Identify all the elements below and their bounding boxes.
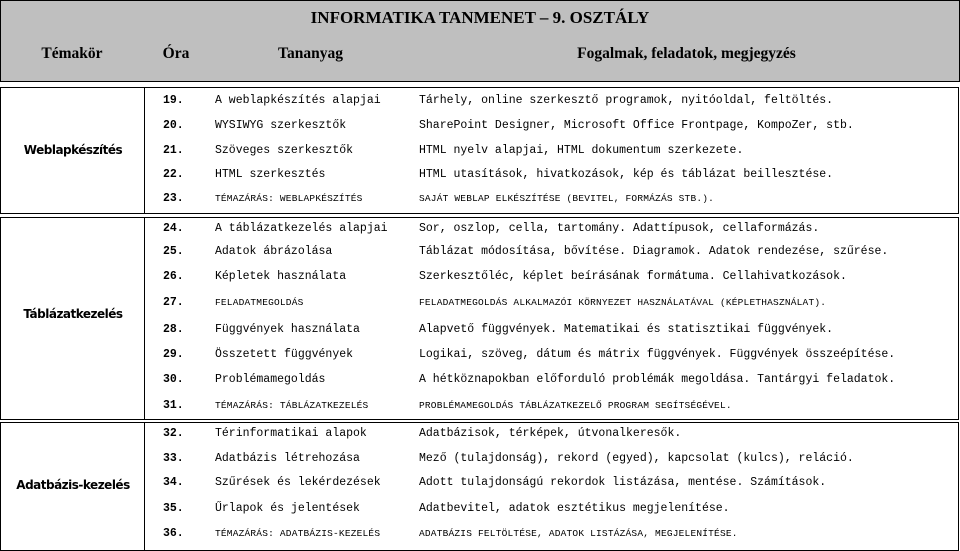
table-row — [0, 371, 960, 389]
lesson-number: 29. — [163, 348, 184, 361]
page-title: INFORMATIKA TANMENET – 9. OSZTÁLY — [310, 8, 650, 27]
table-row — [0, 321, 960, 339]
section-label: Táblázatkezelés — [23, 307, 123, 321]
lesson-number: 34. — [163, 476, 184, 489]
table-row — [0, 92, 960, 110]
column-header-temakor: Témakör — [41, 45, 103, 62]
lesson-number: 33. — [163, 452, 184, 465]
lesson-notes: Sor, oszlop, cella, tartomány. Adattípusok, cellaformázás. — [419, 222, 820, 235]
table-row — [0, 166, 960, 184]
lesson-topic: Térinformatikai alapok — [215, 427, 367, 440]
lesson-notes: Logikai, szöveg, dátum és mátrix függvények. Függvények összeépítése. — [419, 348, 896, 361]
lesson-topic: TÉMAZÁRÁS: WEBLAPKÉSZÍTÉS — [215, 193, 363, 204]
lesson-topic: HTML szerkesztés — [215, 168, 326, 181]
lesson-topic: FELADATMEGOLDÁS — [215, 297, 304, 308]
table-row — [0, 294, 960, 312]
lesson-topic: Szöveges szerkesztők — [215, 144, 354, 157]
lesson-topic: Szűrések és lekérdezések — [215, 476, 381, 489]
lesson-topic: Űrlapok és jelentések — [215, 502, 360, 515]
lesson-number: 24. — [163, 222, 184, 235]
lesson-number: 31. — [163, 399, 184, 412]
table-row — [0, 268, 960, 286]
section-label: Weblapkészítés — [23, 143, 123, 157]
table-row — [0, 220, 960, 238]
lesson-number: 26. — [163, 270, 184, 283]
lesson-number: 22. — [163, 168, 184, 181]
lesson-topic: TÉMAZÁRÁS: ADATBÁZIS-KEZELÉS — [215, 528, 381, 539]
table-row — [0, 525, 960, 543]
lesson-topic: Adatok ábrázolása — [215, 245, 333, 258]
lesson-number: 23. — [163, 192, 184, 205]
table-row — [0, 346, 960, 364]
column-header-tananyag: Tananyag — [278, 45, 343, 62]
lesson-topic: Képletek használata — [215, 270, 347, 283]
table-row — [0, 117, 960, 135]
lesson-number: 32. — [163, 427, 184, 440]
table-row — [0, 142, 960, 160]
lesson-notes: Tárhely, online szerkesztő programok, nyitóoldal, feltöltés. — [419, 94, 834, 107]
lesson-notes: PROBLÉMAMEGOLDÁS TÁBLÁZATKEZELŐ PROGRAM SEGÍTSÉGÉVEL. — [419, 400, 732, 411]
lesson-topic: Adatbázis létrehozása — [215, 452, 360, 465]
lesson-notes: FELADATMEGOLDÁS ALKALMAZÓI KÖRNYEZET HASZNÁLATÁVAL (KÉPLETHASZNÁLAT). — [419, 297, 827, 308]
table-row — [0, 425, 960, 443]
lesson-number: 30. — [163, 373, 184, 386]
lesson-number: 25. — [163, 245, 184, 258]
lesson-number: 28. — [163, 323, 184, 336]
section-label: Adatbázis-kezelés — [16, 478, 130, 492]
lesson-number: 19. — [163, 94, 184, 107]
lesson-topic: A weblapkészítés alapjai — [215, 94, 381, 107]
lesson-notes: HTML utasítások, hivatkozások, kép és táblázat beillesztése. — [419, 168, 834, 181]
lesson-topic: WYSIWYG szerkesztők — [215, 119, 347, 132]
lesson-notes: Alapvető függvények. Matematikai és statisztikai függvények. — [419, 323, 834, 336]
lesson-number: 36. — [163, 527, 184, 540]
lesson-number: 27. — [163, 296, 184, 309]
lesson-notes: A hétköznapokban előforduló problémák megoldása. Tantárgyi feladatok. — [419, 373, 896, 386]
lesson-notes: Táblázat módosítása, bővítése. Diagramok. Adatok rendezése, szűrése. — [419, 245, 889, 258]
table-row — [0, 474, 960, 492]
table-row — [0, 243, 960, 261]
lesson-number: 20. — [163, 119, 184, 132]
lesson-number: 21. — [163, 144, 184, 157]
table-row — [0, 190, 960, 208]
lesson-notes: ADATBÁZIS FELTÖLTÉSE, ADATOK LISTÁZÁSA, MEGJELENÍTÉSE. — [419, 528, 738, 539]
lesson-topic: Függvények használata — [215, 323, 360, 336]
table-row — [0, 500, 960, 518]
table-row — [0, 397, 960, 415]
lesson-notes: Adatbázisok, térképek, útvonalkeresők. — [419, 427, 682, 440]
lesson-notes: Mező (tulajdonság), rekord (egyed), kapcsolat (kulcs), reláció. — [419, 452, 854, 465]
column-header-fogalmak: Fogalmak, feladatok, megjegyzés — [577, 45, 796, 62]
lesson-topic: Problémamegoldás — [215, 373, 326, 386]
lesson-notes: SharePoint Designer, Microsoft Office Frontpage, KompoZer, stb. — [419, 119, 854, 132]
lesson-topic: Összetett függvények — [215, 348, 354, 361]
lesson-notes: SAJÁT WEBLAP ELKÉSZÍTÉSE (BEVITEL, FORMÁZÁS STB.). — [419, 193, 715, 204]
lesson-notes: Adott tulajdonságú rekordok listázása, mentése. Számítások. — [419, 476, 827, 489]
lesson-number: 35. — [163, 502, 184, 515]
lesson-topic: A táblázatkezelés alapjai — [215, 222, 388, 235]
lesson-notes: HTML nyelv alapjai, HTML dokumentum szerkezete. — [419, 144, 744, 157]
table-row — [0, 450, 960, 468]
lesson-notes: Szerkesztőléc, képlet beírásának formátuma. Cellahivatkozások. — [419, 270, 847, 283]
column-header-ora: Óra — [162, 45, 190, 62]
lesson-topic: TÉMAZÁRÁS: TÁBLÁZATKEZELÉS — [215, 400, 369, 411]
lesson-notes: Adatbevitel, adatok esztétikus megjelenítése. — [419, 502, 730, 515]
